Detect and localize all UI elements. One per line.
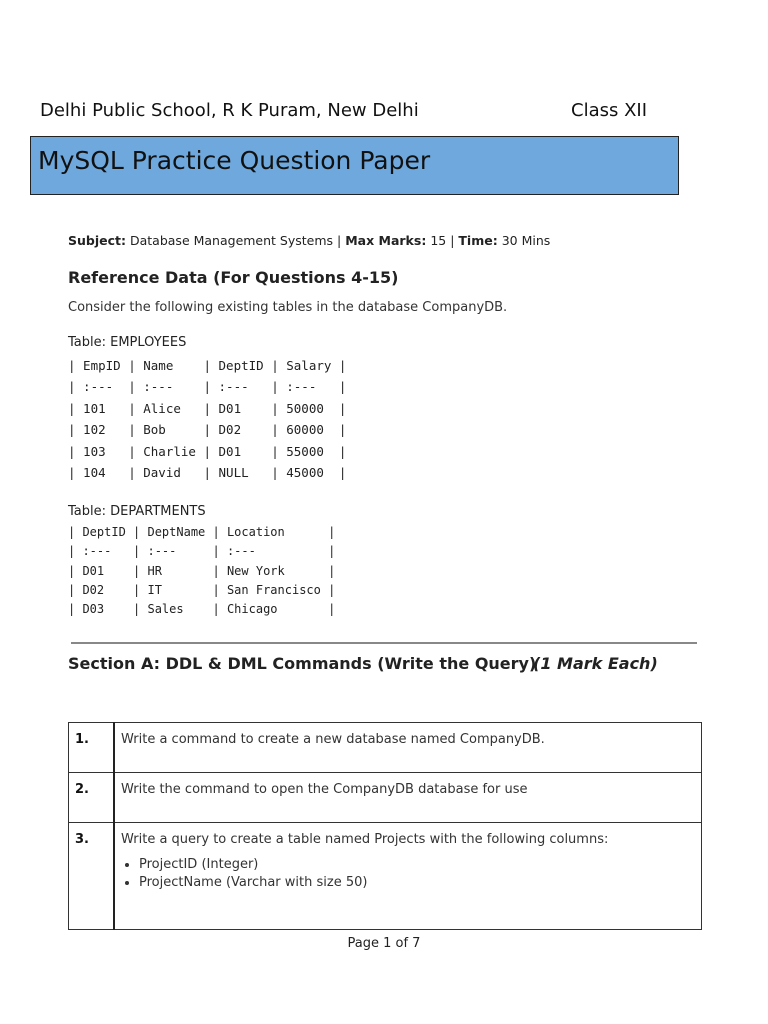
question-text: Write a query to create a table named Projects with the following columns:	[121, 832, 609, 847]
employees-row: | :--- | :--- | :--- | :--- |	[68, 379, 347, 395]
title-banner	[30, 136, 679, 195]
employees-row: | 104 | David | NULL | 45000 |	[68, 465, 347, 481]
departments-row: | D01 | HR | New York |	[68, 563, 336, 578]
question-number: 3.	[69, 823, 115, 930]
paper-meta	[68, 233, 550, 248]
departments-row: | DeptID | DeptName | Location |	[68, 525, 336, 539]
departments-row: | D02 | IT | San Francisco |	[68, 582, 336, 597]
employees-table	[68, 355, 346, 483]
employees-row: | 101 | Alice | D01 | 50000 |	[68, 400, 347, 416]
departments-table	[68, 523, 335, 619]
departments-row: | :--- | :--- | :--- |	[68, 544, 336, 559]
page-number: Page 1 of 7	[347, 936, 421, 951]
subject-label: Subject:	[68, 233, 126, 248]
question-text: Write the command to open the CompanyDB database for use	[114, 773, 702, 823]
school-name: Delhi Public School, R K Puram, New Delhi	[40, 100, 419, 121]
departments-table-label: Table: DEPARTMENTS	[68, 504, 206, 519]
employees-row: | EmpID | Name | DeptID | Salary |	[68, 358, 347, 373]
class-label: Class XII	[571, 100, 648, 121]
time-value: 30 Mins	[501, 233, 551, 248]
departments-row: | D03 | Sales | Chicago |	[68, 602, 336, 617]
max-marks-value: 15	[430, 233, 447, 248]
max-marks-label: Max Marks:	[345, 233, 427, 248]
column-item: • ProjectName (Varchar with size 50)	[139, 875, 693, 890]
column-list	[121, 857, 693, 890]
reference-intro: Consider the following existing tables in the database CompanyDB.	[68, 300, 508, 315]
question-row	[69, 823, 702, 930]
section-divider	[71, 642, 697, 644]
reference-heading: Reference Data (For Questions 4-15)	[68, 268, 399, 287]
section-a-heading: Section A: DDL & DML Commands (Write the Query)	[68, 654, 537, 673]
question-row	[69, 723, 702, 773]
employees-table-label: Table: EMPLOYEES	[68, 335, 187, 350]
meta-separator: |	[450, 233, 455, 248]
employees-row: | 102 | Bob | D02 | 60000 |	[68, 422, 347, 438]
question-number: 1.	[69, 723, 115, 773]
employees-row: | 103 | Charlie | D01 | 55000 |	[68, 443, 347, 459]
question-row	[69, 773, 702, 823]
question-cell	[114, 823, 702, 930]
question-text: Write a command to create a new database named CompanyDB.	[114, 723, 702, 773]
section-a-marks: (1 Mark Each)	[533, 654, 658, 673]
meta-separator: |	[337, 233, 342, 248]
paper-title: MySQL Practice Question Paper	[38, 146, 431, 175]
question-number: 2.	[69, 773, 115, 823]
subject-value: Database Management Systems	[129, 233, 334, 248]
time-label: Time:	[458, 233, 498, 248]
column-item: • ProjectID (Integer)	[139, 857, 693, 872]
questions-table	[68, 722, 702, 930]
